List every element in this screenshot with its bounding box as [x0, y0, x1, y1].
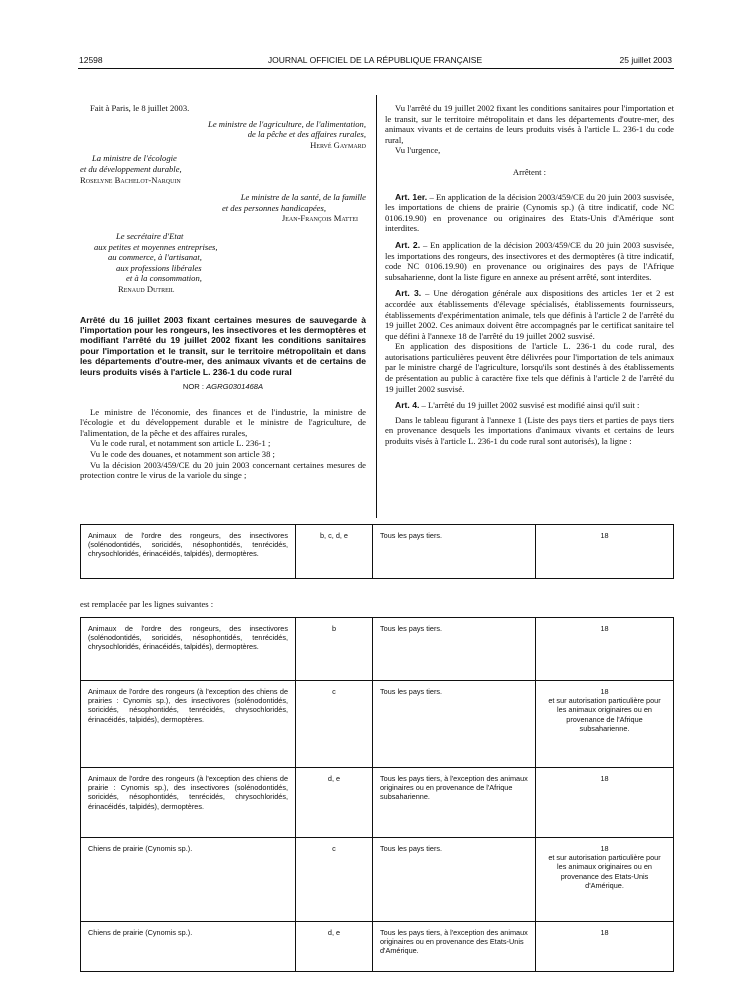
article-4-paragraph-2: Dans le tableau figurant à l'annexe 1 (Liste des pays tiers et parties de pays tiers en provenance desquels les importations d'animaux vivants et certains de leurs produits visés à l'article L. 236-1 du code rural sont autorisés), la ligne :	[385, 414, 674, 447]
nor-line: NOR : AGRG0301468A	[182, 381, 264, 391]
arretent: Arrêtent :	[512, 166, 547, 177]
article-3: Art. 3. – Une dérogation générale aux dispositions des articles 1er et 2 est accordée aux établissements d'élevage spécialisés, établissements fournisseurs, établissements d'expérimentation animale, tels que définis à l'article 2 de l'arrêté du 19 juillet 2002. Ces animaux doivent être accompagnés par le certificat sanitaire tel que défini à l'annexe 18 de l'arrêté du 19 juillet 2002 susvisé.	[385, 288, 674, 341]
replacement-lines-table	[80, 617, 674, 972]
preamble: Le ministre de l'économie, des finances et de l'industrie, la ministre de l'écologie et du développement durable et le ministre de l'agriculture, de l'alimentation, de la pêche et des affaires rurales,	[80, 406, 366, 438]
signature-ecologie: La ministre de l'écologie et du développement durable, Roselyne Bachelot-Narquin	[80, 153, 182, 185]
article-2: Art. 2. – En application de la décision 2003/459/CE du 20 juin 2003 susvisée, les importations des rongeurs, des insectivores et des dermoptères (à titre indicatif, code NC 0106.19.90) en provenance ou originaires des pays de l'Afrique subsaharienne, dont la liste figure en annexe au présent arrêté, sont interdites.	[385, 239, 674, 282]
pays-cell: Tous les pays tiers.	[373, 618, 536, 681]
annexe-cell: 18 et sur autorisation particulière pour les animaux originaires ou en provenance de l'Afrique subsaharienne.	[536, 681, 674, 768]
animal-cell: Animaux de l'ordre des rongeurs, des insectivores (solénodontidés, soricidés, nésophontidés, tenrécidés, chrysochloridés, érinacéidés, talpidés), dermoptères.	[81, 618, 296, 681]
table-row	[81, 922, 674, 972]
pays-cell: Tous les pays tiers.	[373, 525, 536, 579]
pays-cell: Tous les pays tiers, à l'exception des animaux originaires ou en provenance de l'Afrique subsaharienne.	[373, 768, 536, 838]
table-row	[81, 525, 674, 579]
visa-code-douanes: Vu le code des douanes, et notamment son article 38 ;	[90, 448, 275, 459]
visa-arrete-2002: Vu l'arrêté du 19 juillet 2002 fixant les conditions sanitaires pour l'importation et le transit, sur le territoire métropolitain et dans les départements d'outre-mer, des animaux vivants et de certains de leurs produits visés à l'article L. 236-1 du code rural,	[385, 103, 674, 145]
journal-title: JOURNAL OFFICIEL DE LA RÉPUBLIQUE FRANÇAISE	[267, 55, 483, 65]
header-rule	[78, 68, 674, 69]
original-line-table	[80, 524, 674, 579]
annexe-cell: 18	[536, 768, 674, 838]
arrete-title: Arrêté du 16 juillet 2003 fixant certaines mesures de sauvegarde à l'importation pour les rongeurs, les insectivores et les dermoptères et modifiant l'arrêté du 19 juillet 2002 fixant les conditions sanitaires pour l'importation et le transit, sur le territoire métropolitain et dans les départements d'outre-mer, des animaux vivants et de certains de leurs produits visés à l'article L. 236-1 du code rural	[80, 314, 366, 377]
annexe-cell: 18	[536, 525, 674, 579]
animal-cell: Chiens de prairie (Cynomis sp.).	[81, 922, 296, 972]
table-row	[81, 768, 674, 838]
animal-cell: Chiens de prairie (Cynomis sp.).	[81, 838, 296, 922]
table-row	[81, 681, 674, 768]
page-number: 12598	[79, 55, 103, 65]
pays-cell: Tous les pays tiers.	[373, 681, 536, 768]
letters-cell: c	[296, 681, 373, 768]
annexe-cell: 18 et sur autorisation particulière pour les animaux originaires ou en provenance des Etats-Unis d'Amérique.	[536, 838, 674, 922]
letters-cell: d, e	[296, 768, 373, 838]
visa-urgence: Vu l'urgence,	[395, 145, 441, 156]
animal-cell: Animaux de l'ordre des rongeurs, des insectivores (solénodontidés, soricidés, nésophontidés, tenrécidés, chrysochloridés, érinacéidés, talpidés), dermoptères.	[81, 525, 296, 579]
table-row	[81, 618, 674, 681]
article-1: Art. 1er. – En application de la décision 2003/459/CE du 20 juin 2003 susvisée, les importations de chiens de prairie (Cynomis sp.) (à titre indicatif, code NC 0106.19.90) en provenance ou originaires des Etats-Unis d'Amérique sont interdites.	[385, 191, 674, 234]
column-divider	[376, 95, 377, 518]
letters-cell: c	[296, 838, 373, 922]
annexe-cell: 18	[536, 618, 674, 681]
animal-cell: Animaux de l'ordre des rongeurs (à l'exception des chiens de prairie : Cynomis sp.), des insectivores (solénodontidés, soricidés, nésophontidés, tenrécidés, chrysochloridés, érinacéidés, talpidés), dermoptères.	[81, 768, 296, 838]
signature-agriculture: Le ministre de l'agriculture, de l'alimentation, de la pêche et des affaires rurales, Hervé Gaymard	[208, 118, 366, 150]
letters-cell: b, c, d, e	[296, 525, 373, 579]
signature-pme: Le secrétaire d'Etat aux petites et moyennes entreprises, au commerce, à l'artisanat, aux professions libérales et à la consommation, Renaud Dutreil	[94, 230, 218, 294]
right-column	[385, 103, 674, 447]
visa-code-rural: Vu le code rural, et notamment son article L. 236-1 ;	[90, 438, 271, 449]
animal-cell: Animaux de l'ordre des rongeurs (à l'exception des chiens de prairies : Cynomis sp.), des insectivores (solénodontidés, soricidés, nésophontidés, tenrécidés, chrysochloridés, érinacéidés, talpidés), dermoptères.	[81, 681, 296, 768]
nor-code: AGRG0301468A	[206, 381, 264, 391]
article-4: Art. 4. – L'arrêté du 19 juillet 2002 susvisé est modifié ainsi qu'il suit :	[395, 400, 640, 411]
header-date: 25 juillet 2003	[619, 55, 672, 65]
pays-cell: Tous les pays tiers, à l'exception des animaux originaires ou en provenance des Etats-Unis d'Amérique.	[373, 922, 536, 972]
letters-cell: d, e	[296, 922, 373, 972]
annexe-cell: 18	[536, 922, 674, 972]
signature-sante: Le ministre de la santé, de la famille et des personnes handicapées, Jean-François Mattei	[221, 192, 366, 224]
pays-cell: Tous les pays tiers.	[373, 838, 536, 922]
left-column	[80, 103, 366, 481]
replaced-text: est remplacée par les lignes suivantes :	[80, 599, 214, 609]
letters-cell: b	[296, 618, 373, 681]
fait-line: Fait à Paris, le 8 juillet 2003.	[90, 103, 190, 113]
article-3-paragraph-2: En application des dispositions de l'article L. 236-1 du code rural, des autorisations particulières peuvent être délivrées pour l'importation de tels animaux par le ministre chargé de l'agriculture, lorsqu'ils sont destinés à des établissements de présentation au public à caractère fixe tels que définis à l'article 2 de l'arrêté du 19 juillet 2002 susvisé.	[385, 341, 674, 394]
visa-decision: Vu la décision 2003/459/CE du 20 juin 2003 concernant certaines mesures de protection contre le virus de la variole du singe ;	[80, 459, 366, 481]
table-row	[81, 838, 674, 922]
